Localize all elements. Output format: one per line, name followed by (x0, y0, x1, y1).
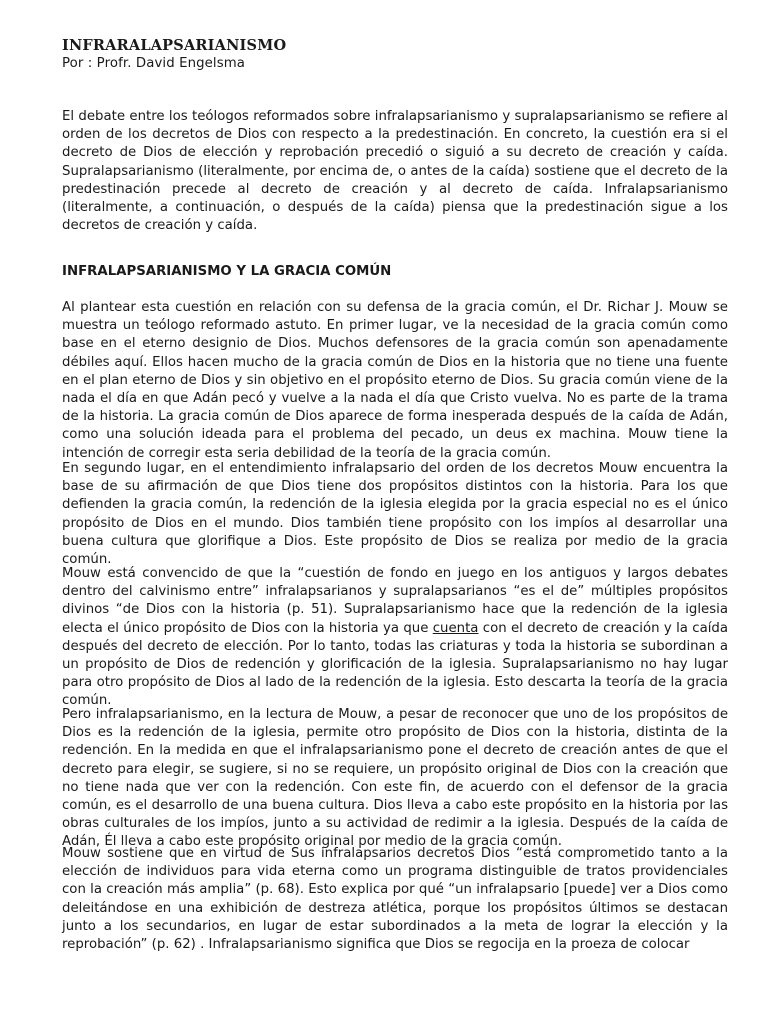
underlined-word: cuenta (432, 620, 479, 636)
paragraph-text: con el decreto de creación y la caída después del decreto de elección. Por lo tanto, todas las criaturas y toda la historia se subordinan a un propósito de Dios de redención y glorificación de la iglesia. Supralapsarianismo no hay lugar para otro propósito de Dios al lado de la redención de la iglesia. Esto descarta la teoría de la gracia común. (62, 620, 729, 709)
body-paragraph-1: Al plantear esta cuestión en relación con su defensa de la gracia común, el Dr. Richar J. Mouw se muestra un teólogo reformado astuto. En primer lugar, ve la necesidad de la gracia común como base en el eterno designio de Dios. Muchos defensores de la gracia común son apenadamente débiles aquí. Ellos hacen mucho de la gracia común de Dios en la historia que no tiene una fuente en el plan eterno de Dios y sin objetivo en el propósito eterno de Dios. Su gracia común viene de la nada el día en que Adán pecó y vuelve a la nada el día que Cristo vuelva. No es parte de la trama de la historia. La gracia común de Dios aparece de forma inesperada después de la caída de Adán, como una solución ideada para el problema del pecado, un deus ex machina. Mouw tiene la intención de corregir esta seria debilidad de la teoría de la gracia común. (62, 300, 728, 461)
document-title: INFRARALAPSARIANISMO (62, 37, 287, 54)
body-paragraph-3 (62, 565, 728, 711)
intro-paragraph: El debate entre los teólogos reformados sobre infralapsarianismo y supralapsarianismo se refiere al orden de los decretos de Dios con respecto a la predestinación. En concreto, la cuestión era si el decreto de Dios de elección y reprobación precedió o siguió a su decreto de creación y caída. Supralapsarianismo (literalmente, por encima de, o antes de la caída) sostiene que el decreto de la predestinación precede al decreto de creación y al decreto de caída. Infralapsarianismo (literalmente, a continuación, o después de la caída) piensa que la predestinación sigue a los decretos de creación y caída. (62, 109, 728, 234)
body-paragraph-5: Mouw sostiene que en virtud de Sus infralapsarios decretos Dios “está comprometido tanto a la elección de individuos para vida eterna como un programa distinguible de tratos providenciales con la creación más amplia” (p. 68). Esto explica por qué “un infralapsario [puede] ver a Dios como deleitándose en una exhibición de destreza atlética, porque los propósitos últimos se destacan junto a los secundarios, en lugar de estar subordinados a la meta de lograr la elección y la reprobación” (p. 62) . Infralapsarianismo significa que Dios se regocija en la proeza de colocar (62, 846, 728, 953)
paragraph-text: Mouw está convencido de que la “cuestión de fondo en juego en los antiguos y largos debates dentro del calvinismo entre” infralapsarianos y supralapsarianos “es el de” múltiples propósitos divinos “de Dios con la historia (p. 51). Supralapsarianismo hace que la redención de la iglesia electa el único propósito de Dios con la historia ya que (62, 566, 728, 636)
body-paragraph-4: Pero infralapsarianismo, en la lectura de Mouw, a pesar de reconocer que uno de los propósitos de Dios es la redención de la iglesia, permite otro propósito de Dios con la historia, distinta de la redención. En la medida en que el infralapsarianismo pone el decreto de creación antes de que el decreto para elegir, se sugiere, si no se requiere, un propósito original de Dios con la creación que no tiene nada que ver con la redención. Con este fin, de acuerdo con el defensor de la gracia común, es el desarrollo de una buena cultura. Dios lleva a cabo este propósito en la historia por las obras culturales de los impíos, junto a su actividad de redimir a la iglesia. Después de la caída de Adán, Él lleva a cabo este propósito original por medio de la gracia común. (62, 707, 728, 850)
section-heading: INFRALAPSARIANISMO Y LA GRACIA COMÚN (62, 264, 392, 279)
author-line: Por : Profr. David Engelsma (62, 56, 246, 71)
body-paragraph-2: En segundo lugar, en el entendimiento infralapsario del orden de los decretos Mouw encuentra la base de su afirmación de que Dios tiene dos propósitos distintos con la historia. Para los que defienden la gracia común, la redención de la iglesia elegida por la gracia especial no es el único propósito de Dios en el mundo. Dios también tiene propósito con los impíos al desarrollar una buena cultura que glorifique a Dios. Este propósito de Dios se realiza por medio de la gracia común. (62, 461, 728, 568)
